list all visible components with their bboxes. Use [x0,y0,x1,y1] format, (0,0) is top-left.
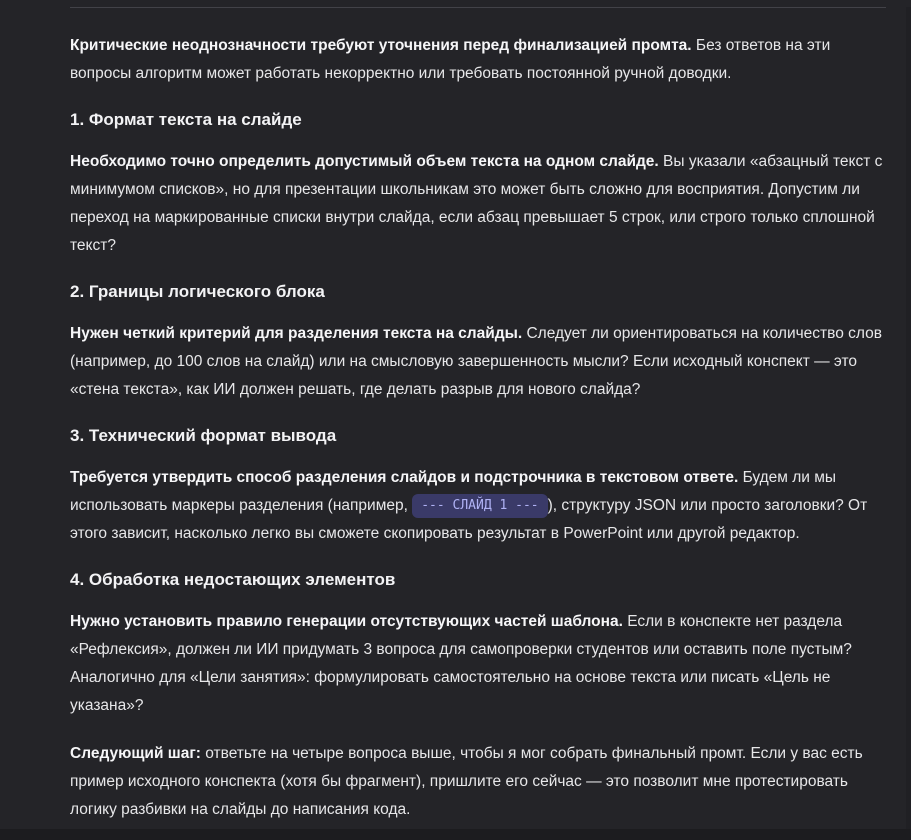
paragraph-next-step [70,740,886,824]
paragraph-intro-text: Без ответов на эти вопросы алгоритм может работать некорректно или требовать постоянной ручной доводки. [70,37,831,82]
assistant-message [0,7,911,824]
paragraph-intro [70,32,886,88]
paragraph-section-4-text: Если в конспекте нет раздела «Рефлексия», должен ли ИИ придумать 3 вопроса для самопроверки студентов или оставить поле пустым? Аналогично для «Цели занятия»: формулировать самостоятельно на основе текста или писать «Цель не указана»? [70,613,852,714]
bottom-edge-strip [0,829,911,840]
paragraph-section-3-text-before: Будем ли мы использовать маркеры разделения (например, [70,469,837,514]
paragraph-section-3-bold: Требуется утвердить способ разделения слайдов и подстрочника в текстовом ответе. [70,469,739,486]
paragraph-section-1 [70,148,886,260]
section-heading-2: 2. Границы логического блока [70,282,325,301]
section-heading-4: 4. Обработка недостающих элементов [70,570,396,589]
paragraph-section-4 [70,608,886,720]
paragraph-section-1-bold: Необходимо точно определить допустимый объем текста на одном слайде. [70,153,659,170]
paragraph-next-step-text: ответьте на четыре вопроса выше, чтобы я мог собрать финальный промт. Если у вас есть пример исходного конспекта (хотя бы фрагмент), пришлите его сейчас — это позволит мне протестировать логику разбивки на слайды до написания кода. [70,745,863,818]
paragraph-section-2-text: Следует ли ориентироваться на количество слов (например, до 100 слов на слайд) или на смысловую завершенность мысли? Если исходный конспект — это «стена текста», как ИИ должен решать, где делать разрыв для нового слайда? [70,325,882,398]
inline-code-slide-marker: --- СЛАЙД 1 --- [412,494,547,518]
message-divider [70,7,886,8]
chat-assistant-message-view [0,7,911,840]
paragraph-section-2 [70,320,886,404]
section-heading-1: 1. Формат текста на слайде [70,110,302,129]
paragraph-section-1-text: Вы указали «абзацный текст с минимумом списков», но для презентации школьникам это может быть сложно для восприятия. Допустим ли переход на маркированные списки внутри слайда, если абзац превышает 5 строк, или строго только сплошной текст? [70,153,883,254]
paragraph-next-step-bold: Следующий шаг: [70,745,201,762]
paragraph-section-3 [70,464,886,548]
paragraph-section-2-bold: Нужен четкий критерий для разделения текста на слайды. [70,325,523,342]
section-heading-3: 3. Технический формат вывода [70,426,337,445]
paragraph-section-3-text-after: ), структуру JSON или просто заголовки? От этого зависит, насколько легко вы сможете скопировать результат в PowerPoint или другой редактор. [70,497,868,542]
paragraph-intro-bold: Критические неоднозначности требуют уточнения перед финализацией промта. [70,37,692,54]
paragraph-section-4-bold: Нужно установить правило генерации отсутствующих частей шаблона. [70,613,623,630]
scrollbar-track[interactable] [906,7,911,840]
